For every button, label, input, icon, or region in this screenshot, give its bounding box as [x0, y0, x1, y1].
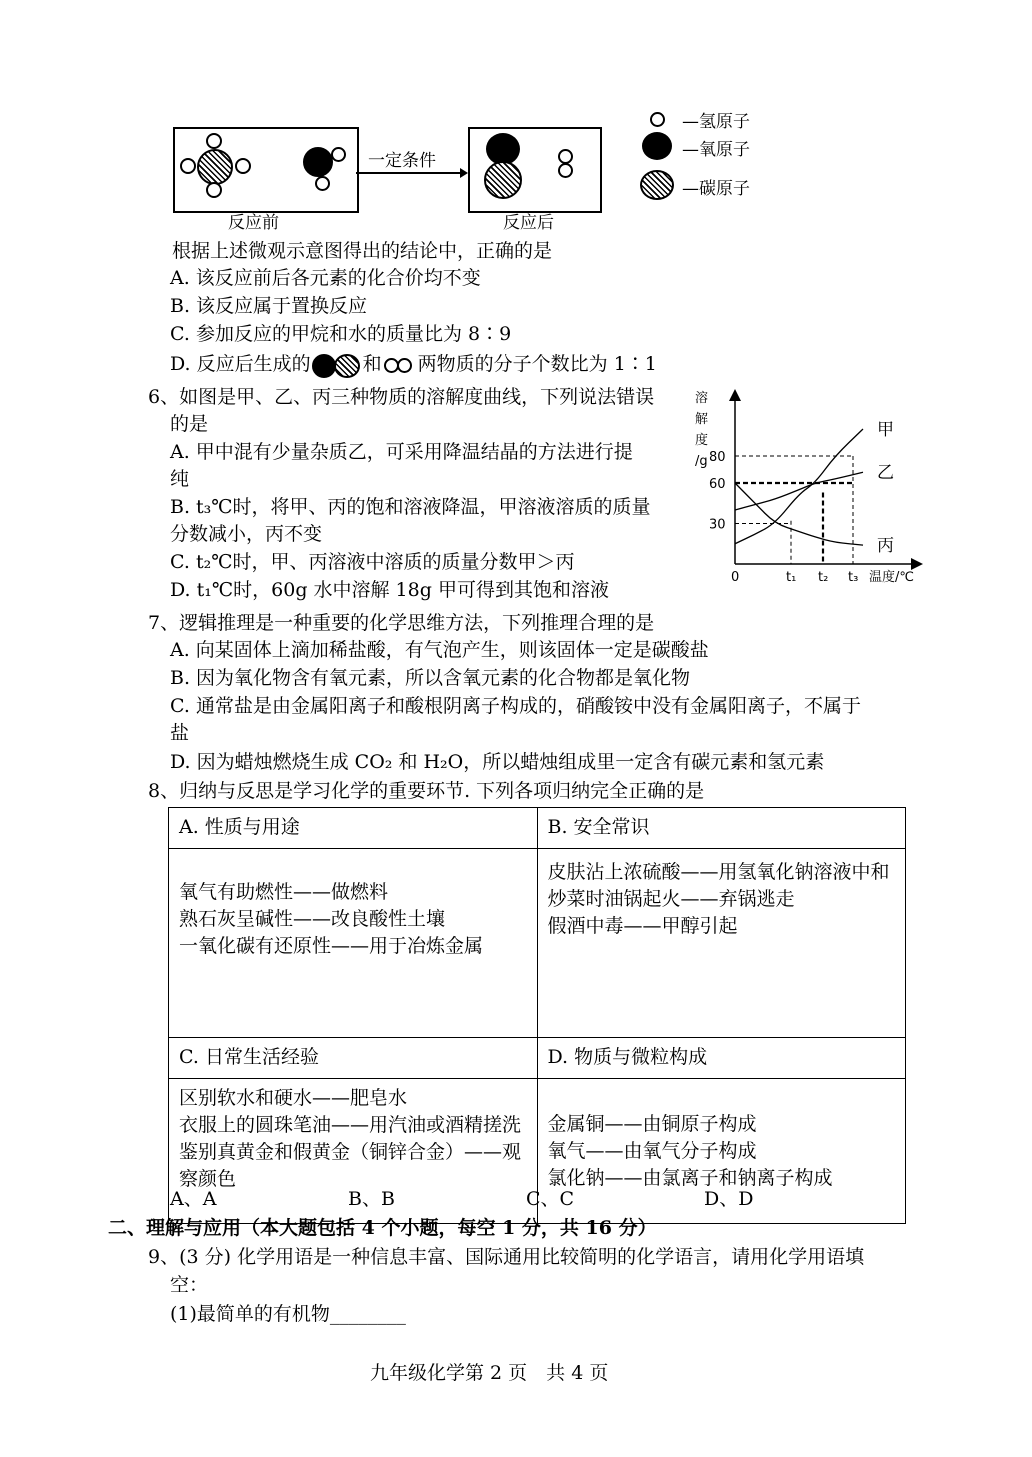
- before-label: 反应前: [228, 213, 279, 233]
- q6-stem-1: 6、如图是甲、乙、丙三种物质的溶解度曲线，下列说法错误: [148, 386, 655, 408]
- q8-choice-c: C、C: [526, 1188, 575, 1210]
- q6-option-b1: B. t₃℃时，将甲、丙的饱和溶液降温，甲溶液溶质的质量: [170, 496, 651, 518]
- legend-oxygen: —氧原子: [682, 140, 750, 160]
- legend-hydrogen: —氢原子: [682, 112, 750, 132]
- q8-a-item: 熟石灰呈碱性——改良酸性土壤: [179, 908, 446, 930]
- q6-option-a2: 纯: [170, 468, 190, 490]
- series-label: 乙: [877, 463, 894, 484]
- q6-option-a1: A. 甲中混有少量杂质乙，可采用降温结晶的方法进行提: [170, 441, 633, 463]
- q7-option-b: B. 因为氧化物含有氧元素，所以含氧元素的化合物都是氧化物: [170, 667, 691, 689]
- q5-d-suffix: 两物质的分子个数比为 1∶1: [417, 353, 657, 375]
- hydrogen-atom: [558, 163, 573, 178]
- hydrogen-legend-icon: [650, 112, 665, 127]
- x-tick-label: t₂: [818, 570, 829, 585]
- y-axis-label: /g: [695, 454, 708, 469]
- carbon-atom: [197, 149, 233, 185]
- legend-carbon: —碳原子: [682, 179, 750, 199]
- after-box: [468, 127, 602, 213]
- q8-b-item: 假酒中毒——甲醇引起: [547, 915, 738, 937]
- q9-stem-2: 空：: [170, 1274, 209, 1296]
- q8-choice-b: B、B: [348, 1188, 395, 1210]
- y-axis-label: 溶: [695, 391, 709, 406]
- oxygen-atom: [303, 147, 333, 177]
- q8-b-item: 炒菜时油锅起火——弃锅逃走: [547, 888, 795, 910]
- q8-d-head: D. 物质与微粒构成: [537, 1038, 906, 1079]
- q8-d-item: 金属铜——由铜原子构成: [547, 1113, 757, 1135]
- q8-choice-a: A、A: [170, 1188, 217, 1210]
- q7-option-d: D. 因为蜡烛燃烧生成 CO₂ 和 H₂O，所以蜡烛组成里一定含有碳元素和氢元素: [170, 751, 825, 773]
- y-axis-label: 解: [695, 412, 709, 427]
- hydrogen-atom: [331, 147, 346, 162]
- q7-option-a: A. 向某固体上滴加稀盐酸，有气泡产生，则该固体一定是碳酸盐: [170, 639, 709, 661]
- q5-option-a: A. 该反应前后各元素的化合价均不变: [170, 267, 481, 289]
- q6-option-b2: 分数减小，丙不变: [170, 523, 323, 545]
- co-molecule-icon: [311, 353, 363, 377]
- x-tick-label: t₁: [786, 570, 797, 585]
- hydrogen-atom: [235, 158, 251, 174]
- y-tick-label: 80: [709, 450, 726, 465]
- q7-option-c1: C. 通常盐是由金属阳离子和酸根阴离子构成的，硝酸铵中没有金属阳离子，不属于: [170, 695, 861, 717]
- q8-b-item: 皮肤沾上浓硫酸——用氢氧化钠溶液中和: [547, 861, 890, 883]
- q8-c-item: 衣服上的圆珠笔油——用汽油或酒精搓洗: [179, 1114, 522, 1136]
- q8-a-item: 一氧化碳有还原性——用于冶炼金属: [179, 935, 484, 957]
- q8-c-item: 鉴别真黄金和假黄金（铜锌合金）——观察颜色: [179, 1141, 522, 1190]
- series-label: 甲: [877, 420, 894, 440]
- q8-c-item: 区别软水和硬水——肥皂水: [179, 1087, 408, 1109]
- q5-d-mid: 和: [362, 353, 382, 375]
- q8-a-head: A. 性质与用途: [169, 808, 538, 849]
- q5-d-prefix: D. 反应后生成的: [170, 353, 311, 375]
- q5-option-c: C. 参加反应的甲烷和水的质量比为 8∶9: [170, 323, 512, 345]
- x-tick-label: t₃: [848, 570, 859, 585]
- series-label: 丙: [877, 536, 894, 557]
- q5-option-b: B. 该反应属于置换反应: [170, 295, 368, 317]
- y-tick-label: 60: [709, 477, 726, 492]
- q8-b-cell: [537, 849, 906, 1038]
- h2-molecule-icon: [382, 356, 418, 374]
- y-tick-label: 30: [709, 517, 726, 533]
- q8-c-head: C. 日常生活经验: [169, 1038, 538, 1079]
- q6-option-c: C. t₂℃时，甲、丙溶液中溶质的质量分数甲＞丙: [170, 551, 575, 573]
- q5-option-d: [170, 351, 657, 377]
- hydrogen-atom: [315, 176, 330, 191]
- q8-a-item: 氧气有助燃性——做燃料: [179, 881, 389, 903]
- oxygen-legend-icon: [642, 132, 672, 160]
- hydrogen-atom: [206, 182, 222, 198]
- y-axis-label: 度: [695, 433, 709, 448]
- q8-b-head: B. 安全常识: [537, 808, 906, 849]
- q9-stem-1: 9、(3 分) 化学用语是一种信息丰富、国际通用比较简明的化学语言，请用化学用语填: [148, 1246, 865, 1268]
- q8-a-cell: [169, 849, 538, 1038]
- series-line-3: [735, 483, 863, 545]
- before-box: [173, 127, 359, 213]
- q7-option-c2: 盐: [170, 722, 190, 744]
- q8-table: [168, 807, 906, 1224]
- after-label: 反应后: [503, 213, 554, 233]
- x-axis-label: 温度/℃: [869, 570, 914, 585]
- series-line-2: [735, 472, 863, 510]
- q8-d-item: 氯化钠——由氯离子和钠离子构成: [547, 1167, 833, 1189]
- origin-label: 0: [731, 570, 740, 585]
- solubility-chart: [690, 388, 930, 588]
- hydrogen-atom: [180, 158, 196, 174]
- q8-d-item: 氧气——由氧气分子构成: [547, 1140, 757, 1162]
- arrow-label: 一定条件: [368, 151, 436, 171]
- series-line-1: [735, 429, 863, 544]
- carbon-legend-icon: [640, 170, 674, 200]
- q5-stem: 根据上述微观示意图得出的结论中，正确的是: [172, 240, 553, 262]
- q8-stem: 8、归纳与反思是学习化学的重要环节. 下列各项归纳完全正确的是: [148, 780, 705, 802]
- hydrogen-atom: [558, 149, 573, 164]
- page-footer: 九年级化学第 2 页 共 4 页: [370, 1362, 609, 1384]
- q9-sub-1: (1)最简单的有机物________: [170, 1303, 406, 1325]
- q8-choice-d: D、D: [704, 1188, 754, 1210]
- q6-option-d: D. t₁℃时，60g 水中溶解 18g 甲可得到其饱和溶液: [170, 579, 609, 601]
- q6-stem-2: 的是: [170, 413, 209, 435]
- section-2-title: 二、理解与应用（本大题包括 4 个小题，每空 1 分，共 16 分）: [108, 1217, 657, 1239]
- carbon-atom: [484, 161, 522, 199]
- q7-stem: 7、逻辑推理是一种重要的化学思维方法，下列推理合理的是: [148, 612, 655, 634]
- hydrogen-atom: [206, 133, 222, 149]
